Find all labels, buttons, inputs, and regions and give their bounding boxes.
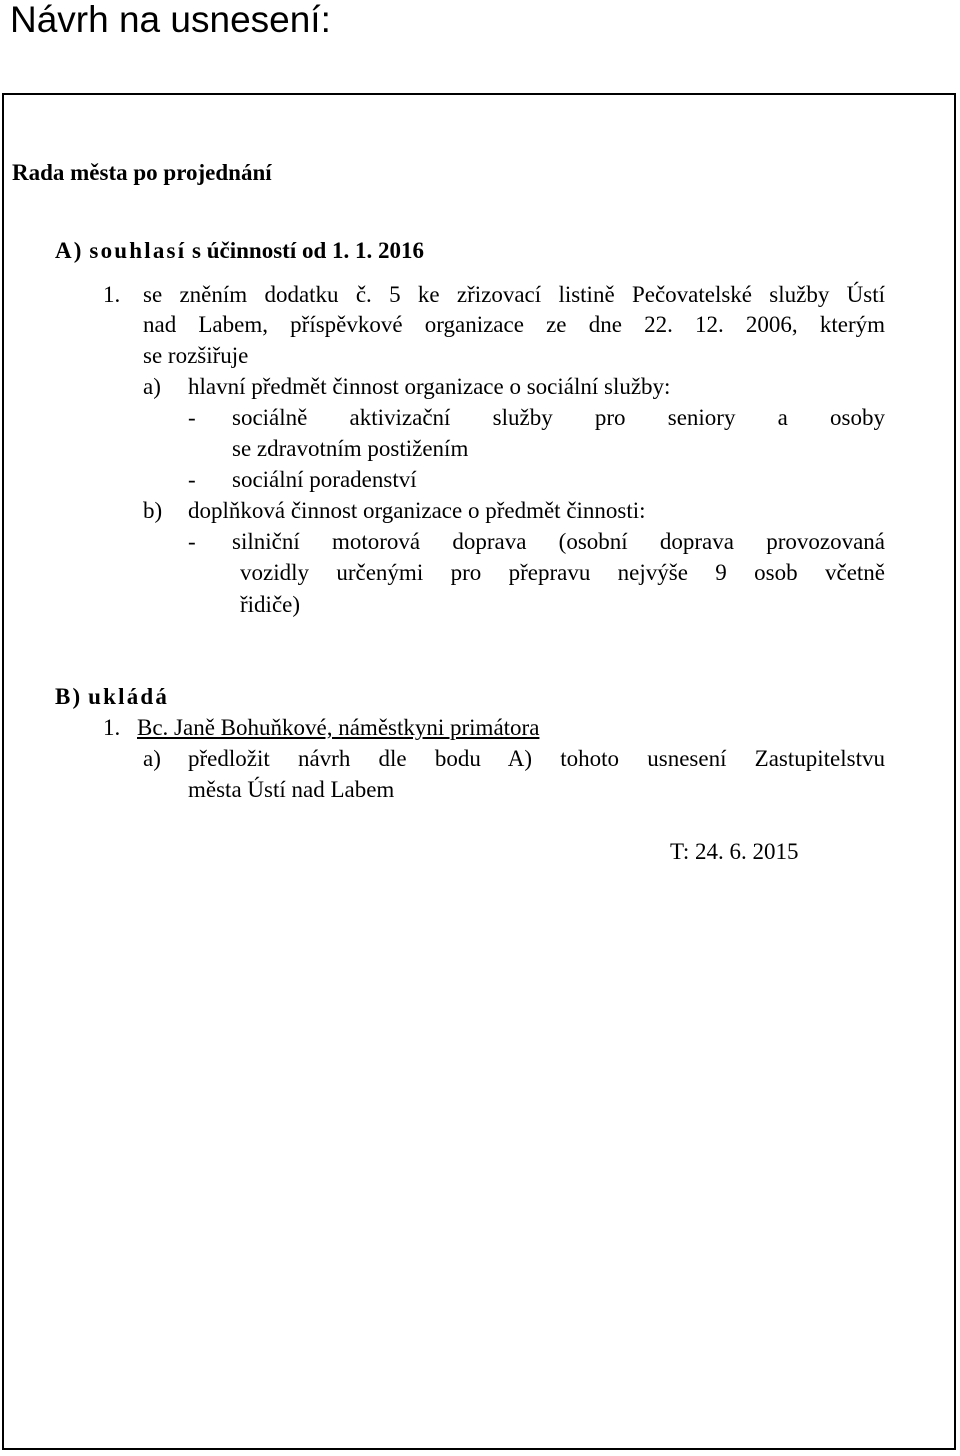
section-a-condition: s účinností od 1. 1. 2016	[192, 238, 425, 263]
bullet-line: silniční motorová doprava (osobní doprava provozovaná	[232, 529, 885, 554]
deadline: T: 24. 6. 2015	[670, 839, 799, 864]
section-b-verb: ukládá	[88, 684, 170, 709]
bullet-dash: -	[188, 467, 196, 492]
page-title: Návrh na usnesení:	[10, 0, 331, 40]
bullet-dash: -	[188, 529, 196, 554]
section-b-sub-a-line: města Ústí nad Labem	[188, 777, 395, 802]
section-a-item-line: se rozšiřuje	[143, 343, 249, 368]
bullet-dash: -	[188, 405, 196, 430]
bullet-line: sociálně aktivizační služby pro seniory a osoby	[232, 405, 885, 430]
intro-text: Rada města po projednání	[12, 160, 272, 185]
section-b-heading	[55, 682, 169, 712]
bullet-line: sociální poradenství	[232, 467, 417, 492]
bullet-line: řidiče)	[240, 592, 301, 617]
section-b-assignee: Bc. Janě Bohuňkové, náměstkyni primátora	[137, 715, 540, 740]
bullet-line: vozidly určenými pro přepravu nejvýše 9 osob včetně	[240, 560, 885, 585]
section-a-label: A)	[55, 238, 84, 263]
section-a-heading	[55, 236, 424, 266]
section-b-label: B)	[55, 684, 83, 709]
sub-b-marker: b)	[143, 498, 163, 523]
bullet-line: se zdravotním postižením	[232, 436, 469, 461]
section-b-item-number: 1.	[103, 715, 121, 740]
sub-a-marker: a)	[143, 374, 161, 399]
section-a-item-line: se zněním dodatku č. 5 ke zřizovací listině Pečovatelské služby Ústí	[143, 282, 885, 307]
section-a-item-number: 1.	[103, 282, 121, 307]
section-a-verb: souhlasí	[89, 238, 187, 263]
section-a-item-line: nad Labem, příspěvkové organizace ze dne 22. 12. 2006, kterým	[143, 312, 885, 337]
section-b-sub-a-marker: a)	[143, 746, 161, 771]
sub-b-text: doplňková činnost organizace o předmět činnosti:	[188, 498, 646, 523]
sub-a-text: hlavní předmět činnost organizace o sociální služby:	[188, 374, 671, 399]
section-b-sub-a-line: předložit návrh dle bodu A) tohoto usnesení Zastupitelstvu	[188, 746, 885, 771]
